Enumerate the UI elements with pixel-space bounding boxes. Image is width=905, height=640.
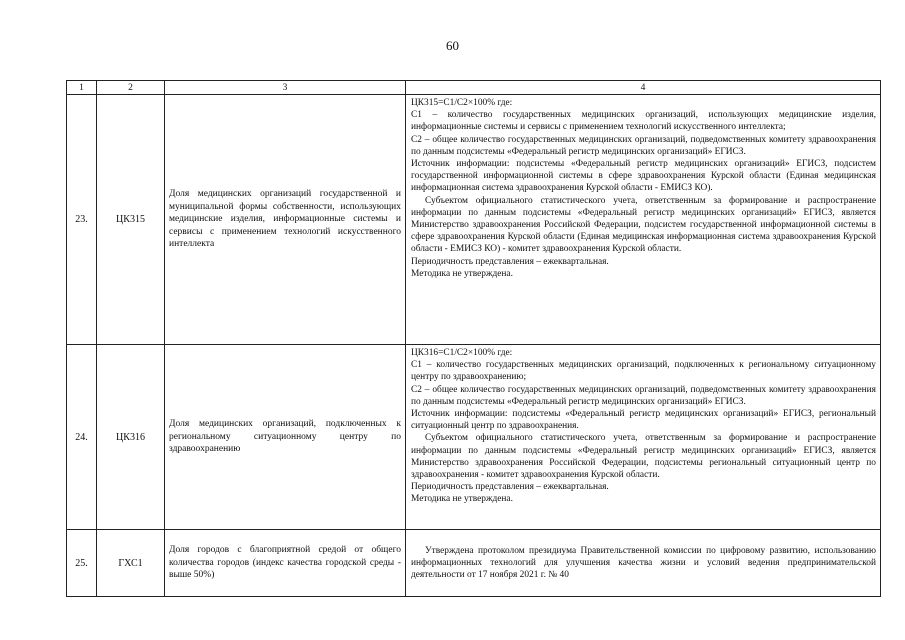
indicator-code: ЦК315	[97, 95, 165, 345]
description-paragraph: Утверждена протоколом президиума Правительственной комиссии по цифровому развитию, использованию информационных технологий для улучшения качества жизни и условий ведения предпринимательской деятельности от 17 ноября 2021 г. № 40	[411, 545, 876, 581]
indicator-name: Доля медицинских организаций, подключенных к региональному ситуационному центру по здравоохранению	[165, 345, 406, 530]
formula: ЦК316=С1/С2×100% где:	[411, 348, 513, 358]
indicator-code: ГХС1	[97, 530, 165, 597]
description-paragraph: Субъектом официального статистического учета, ответственным за формирование и распространение информации по данным подсистемы «Федеральный регистр медицинских организаций» ЕГИСЗ, является Министерство здравоохранения Российской Федерации, подсистемы региональный ситуационный центр по здравоохранения - комитет здравоохранения Курской области.	[411, 433, 876, 481]
header-cell-2: 2	[97, 81, 165, 95]
indicator-name: Доля городов с благоприятной средой от общего количества городов (индекс качества городской среды - выше 50%)	[165, 530, 406, 597]
page-number: 60	[446, 38, 459, 53]
indicator-description	[406, 530, 881, 597]
table-row	[67, 345, 881, 530]
table-row	[67, 530, 881, 597]
formula: ЦК315=С1/С2×100% где:	[411, 98, 513, 108]
description-paragraph: Методика не утверждена.	[411, 268, 513, 279]
description-paragraph: Субъектом официального статистического учета, ответственным за формирование и распространение информации по данным подсистемы «Федеральный регистр медицинских организаций» ЕГИСЗ, является Министерство здравоохранения Российской Федерации, подсистем государственной информационной системы в сфере здравоохранения Курской области (Единая медицинская информационная система здравоохранения Курской области - ЕМИСЗ КО) - комитет здравоохранения Курской области.	[411, 195, 876, 255]
row-number: 25.	[67, 530, 97, 597]
indicators-table	[66, 80, 881, 597]
row-number: 23.	[67, 95, 97, 345]
description-paragraph: Периодичность представления – ежеквартальная.	[411, 482, 609, 493]
description-paragraph: Источник информации: подсистемы «Федеральный регистр медицинских организаций» ЕГИСЗ, региональный ситуационный центр по здравоохранения.	[411, 409, 876, 432]
indicator-description	[406, 345, 881, 530]
description-paragraph: Методика не утверждена.	[411, 494, 513, 505]
indicator-description	[406, 95, 881, 345]
description-paragraph: Источник информации: подсистемы «Федеральный регистр медицинских организаций» ЕГИСЗ, подсистем государственной информационной системы в сфере здравоохранения Курской области (Единая медицинская информационная система здравоохранения Курской области - ЕМИСЗ КО).	[411, 159, 876, 194]
table-row	[67, 95, 881, 345]
indicator-name: Доля медицинских организаций государственной и муниципальной формы собственности, использующих медицинские изделия, информационные системы и сервисы с применением технологий искусственного интеллекта	[165, 95, 406, 345]
header-cell-4: 4	[406, 81, 881, 95]
header-cell-1: 1	[67, 81, 97, 95]
description-paragraph: С1 – количество государственных медицинских организаций, использующих медицинские изделия, информационные системы и сервисы с применением технологий искусственного интеллекта;	[411, 110, 876, 133]
description-paragraph: С2 – общее количество государственных медицинских организаций, подведомственных комитету здравоохранения по данным подсистемы «Федеральный регистр медицинских организаций» ЕГИСЗ.	[411, 384, 876, 407]
header-cell-3: 3	[165, 81, 406, 95]
description-paragraph: С1 – количество государственных медицинских организаций, подключенных к региональному ситуационному центру по здравоохранению;	[411, 360, 876, 383]
table-header-row	[67, 81, 881, 95]
row-number: 24.	[67, 345, 97, 530]
description-paragraph: Периодичность представления – ежеквартальная.	[411, 256, 609, 267]
indicator-code: ЦК316	[97, 345, 165, 530]
description-paragraph: С2 – общее количество государственных медицинских организаций, подведомственных комитету здравоохранения по данным подсистемы «Федеральный регистр медицинских организаций» ЕГИСЗ.	[411, 134, 876, 157]
